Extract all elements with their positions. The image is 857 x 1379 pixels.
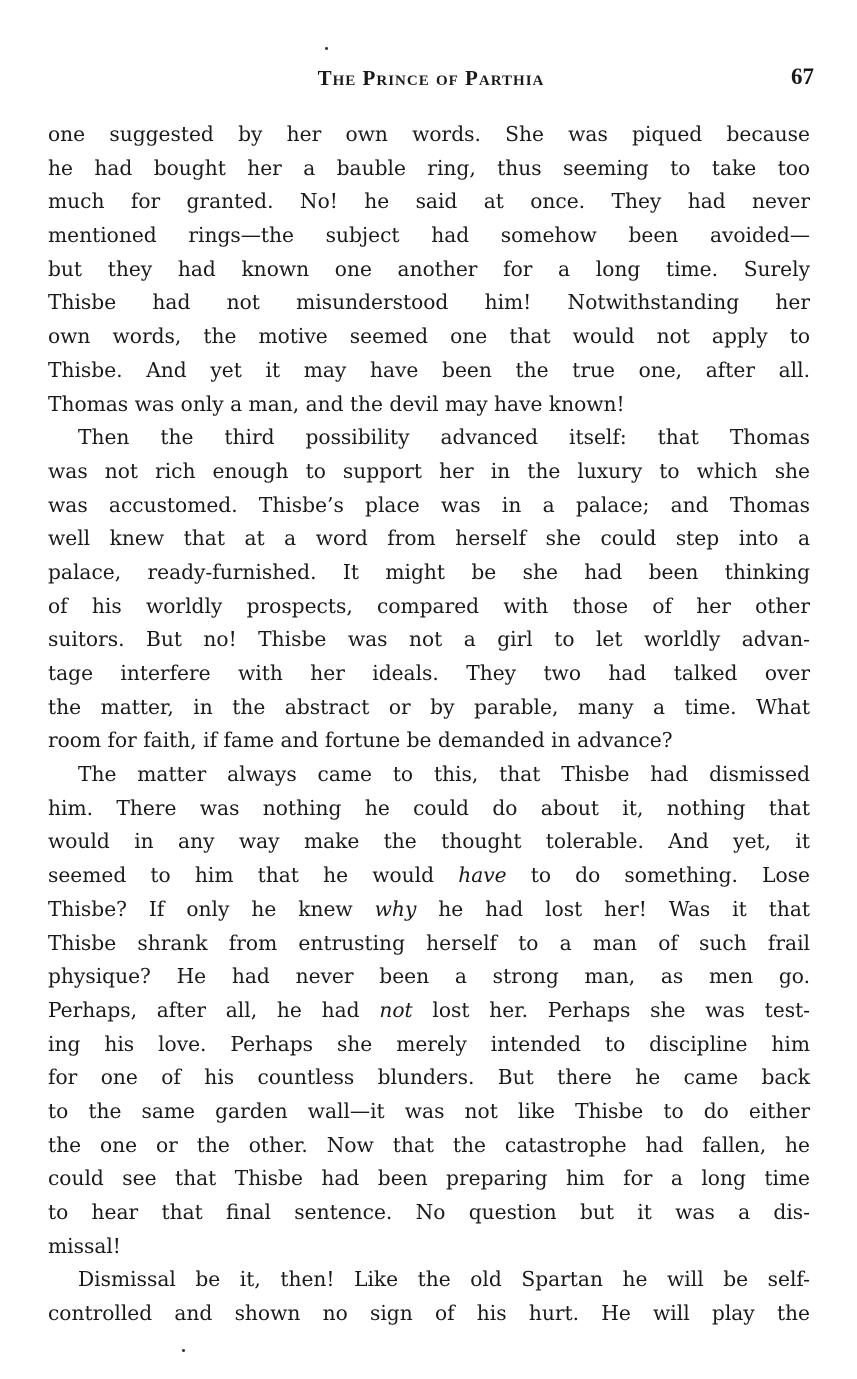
text-line: was accustomed. Thisbe’s place was in a palace; and Thomas (48, 492, 810, 517)
print-speck (182, 1349, 185, 1352)
page-number: 67 (791, 64, 814, 89)
text-line: ing his love. Perhaps she merely intended to discipline him (48, 1031, 810, 1056)
text-line: Then the third possibility advanced itself: that Thomas (78, 425, 810, 450)
text-line: well knew that at a word from herself she could step into a (48, 526, 810, 551)
text-line: to the same garden wall—it was not like Thisbe to do either (48, 1098, 810, 1123)
text-line: missal! (48, 1233, 121, 1258)
text-line: but they had known one another for a long time. Surely (48, 256, 810, 281)
text-line: own words, the motive seemed one that would not apply to (48, 324, 810, 349)
text-line: seemed to him that he would have to do something. Lose (48, 863, 810, 888)
text-line: Thisbe shrank from entrusting herself to a man of such frail (48, 930, 810, 955)
emphasized-word: have (458, 863, 507, 888)
text-line: palace, ready-furnished. It might be she had been thinking (48, 559, 810, 584)
text-line: would in any way make the thought tolerable. And yet, it (48, 829, 810, 854)
text-line: controlled and shown no sign of his hurt. He will play the (48, 1301, 810, 1326)
paragraph (48, 118, 810, 421)
running-title: The Prince of Parthia (317, 66, 545, 90)
text-line: The matter always came to this, that Thisbe had dismissed (78, 762, 810, 787)
body-text (48, 118, 810, 1331)
text-line: to hear that final sentence. No question but it was a dis- (48, 1200, 810, 1224)
text-line: was not rich enough to support her in the luxury to which she (48, 458, 810, 483)
text-line: for one of his countless blunders. But there he came back (48, 1065, 810, 1090)
paragraph (48, 758, 810, 1263)
text-line: the matter, in the abstract or by parable, many a time. What (48, 694, 810, 719)
text-line: of his worldly prospects, compared with those of her other (48, 593, 810, 618)
text-line: much for granted. No! he said at once. They had never (48, 189, 810, 214)
text-line: one suggested by her own words. She was piqued because (48, 122, 810, 146)
text-line: Dismissal be it, then! Like the old Spartan he will be self- (78, 1267, 810, 1292)
text-line: him. There was nothing he could do about it, nothing that (48, 795, 810, 820)
text-line: suitors. But no! Thisbe was not a girl to let worldly advan- (48, 627, 810, 652)
paragraph (48, 421, 810, 758)
text-line: Thomas was only a man, and the devil may have known! (48, 391, 625, 416)
text-line: Thisbe had not misunderstood him! Notwithstanding her (48, 290, 810, 315)
text-line: the one or the other. Now that the catastrophe had fallen, he (48, 1132, 810, 1157)
text-line: physique? He had never been a strong man, as men go. (48, 964, 810, 989)
text-line: he had bought her a bauble ring, thus seeming to take too (48, 155, 810, 180)
text-line: room for faith, if fame and fortune be demanded in advance? (48, 728, 673, 753)
print-speck (325, 47, 328, 50)
text-line: tage interfere with her ideals. They two had talked over (48, 661, 810, 685)
paragraph (48, 1263, 810, 1330)
text-line: Perhaps, after all, he had not lost her. Perhaps she was test- (48, 997, 810, 1022)
emphasized-word: why (374, 896, 417, 921)
text-line: could see that Thisbe had been preparing him for a long time (48, 1166, 810, 1191)
text-line: Thisbe? If only he knew why he had lost her! Was it that (48, 896, 810, 921)
text-line: mentioned rings—the subject had somehow been avoided— (48, 223, 810, 248)
emphasized-word: not (379, 997, 413, 1022)
running-head (48, 66, 814, 100)
text-line: Thisbe. And yet it may have been the true one, after all. (48, 357, 810, 382)
